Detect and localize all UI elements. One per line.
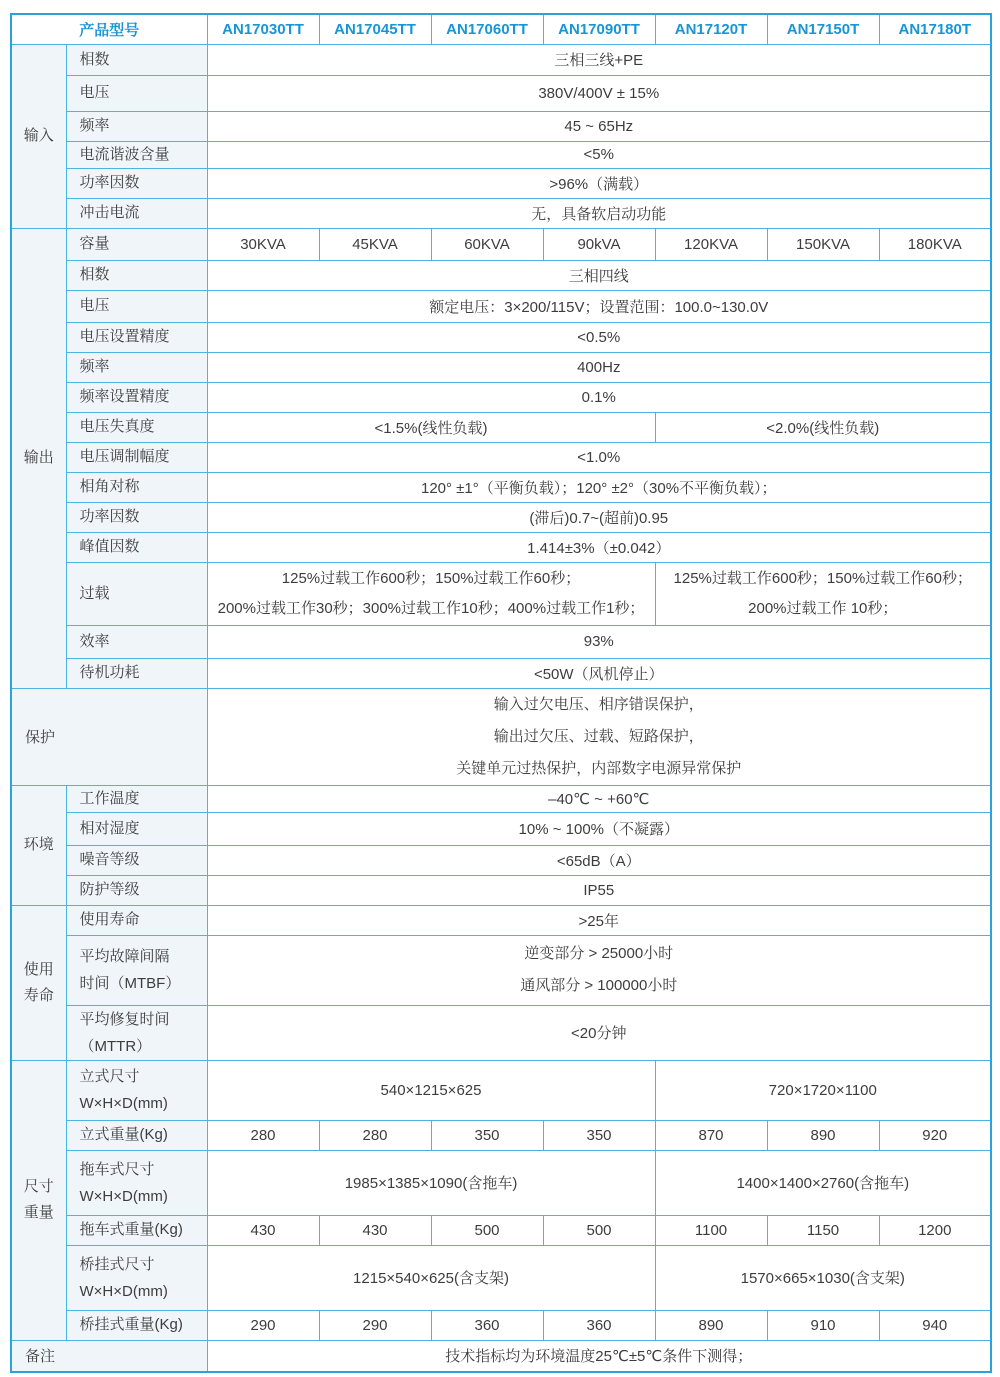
table-row	[11, 1245, 991, 1310]
table-row	[11, 1060, 991, 1120]
table-row	[11, 1340, 991, 1372]
weight-value: 360	[431, 1310, 543, 1340]
overload-left-group	[207, 562, 655, 625]
spec-value: >25年	[207, 905, 991, 935]
capacity-value: 45KVA	[319, 228, 431, 260]
param-label-ip-rating: 防护等级	[66, 875, 207, 905]
param-label-efficiency: 效率	[66, 625, 207, 658]
weight-value: 350	[431, 1120, 543, 1150]
table-row	[11, 1005, 991, 1060]
vertical-dim-right-group: 720×1720×1100	[655, 1060, 991, 1120]
spec-value: 93%	[207, 625, 991, 658]
table-row	[11, 1215, 991, 1245]
param-label-phase: 相数	[66, 44, 207, 75]
table-row	[11, 812, 991, 845]
weight-value: 870	[655, 1120, 767, 1150]
param-label-inrush-current: 冲击电流	[66, 198, 207, 228]
weight-value: 1150	[767, 1215, 879, 1245]
vertical-dim-left-group: 540×1215×625	[207, 1060, 655, 1120]
bridge-dim-left-group: 1215×540×625(含支架)	[207, 1245, 655, 1310]
model-header-an17180t: AN17180T	[879, 14, 991, 44]
table-row	[11, 44, 991, 75]
spec-value: IP55	[207, 875, 991, 905]
table-row	[11, 322, 991, 352]
trailer-dim-param-line1: 拖车式尺寸	[79, 1160, 155, 1178]
overload-right-group	[655, 562, 991, 625]
spec-value: 45 ~ 65Hz	[207, 111, 991, 141]
trailer-dim-right-group: 1400×1400×2760(含拖车)	[655, 1150, 991, 1215]
spec-value: 三相四线	[207, 260, 991, 290]
protection-line3: 关键单元过热保护，内部数字电源异常保护	[456, 759, 742, 777]
mttr-param-line2: （MTTR）	[79, 1037, 152, 1055]
overload-left-line1: 125%过载工作600秒；150%过载工作60秒；	[281, 569, 581, 587]
spec-value-left-group: <1.5%(线性负载)	[207, 412, 655, 442]
mtbf-param-line2: 时间（MTBF）	[79, 975, 181, 992]
spec-value: >96%（满载）	[207, 168, 991, 198]
param-label-frequency-set-accuracy: 频率设置精度	[66, 382, 207, 412]
param-label-voltage-distortion: 电压失真度	[66, 412, 207, 442]
bridge-dim-right-group: 1570×665×1030(含支架)	[655, 1245, 991, 1310]
table-row	[11, 532, 991, 562]
dimensions-label-line2: 重量	[23, 1204, 54, 1221]
weight-value: 940	[879, 1310, 991, 1340]
weight-value: 290	[319, 1310, 431, 1340]
table-row	[11, 785, 991, 812]
trailer-dim-param-line2: W×H×D(mm)	[79, 1187, 168, 1205]
param-label-voltage: 电压	[66, 75, 207, 111]
weight-value: 280	[319, 1120, 431, 1150]
section-label-remarks: 备注	[11, 1340, 207, 1372]
table-row	[11, 1310, 991, 1340]
table-row	[11, 1120, 991, 1150]
dimensions-label-line1: 尺寸	[23, 1178, 54, 1195]
section-label-lifetime	[11, 905, 66, 1060]
spec-value: 1.414±3%（±0.042）	[207, 532, 991, 562]
spec-value: 120° ±1°（平衡负载）；120° ±2°（30%不平衡负载）；	[207, 472, 991, 502]
spec-value: 额定电压：3×200/115V；设置范围：100.0~130.0V	[207, 290, 991, 322]
capacity-value: 90kVA	[543, 228, 655, 260]
spec-value: <20分钟	[207, 1005, 991, 1060]
weight-value: 1200	[879, 1215, 991, 1245]
protection-line1: 输入过欠电压、相序错误保护，	[493, 695, 704, 713]
capacity-value: 120KVA	[655, 228, 767, 260]
spec-value: 0.1%	[207, 382, 991, 412]
table-row	[11, 228, 991, 260]
section-label-output: 输出	[11, 228, 66, 688]
section-label-environment: 环境	[11, 785, 66, 905]
weight-value: 430	[319, 1215, 431, 1245]
table-row	[11, 290, 991, 322]
model-header-an17120t: AN17120T	[655, 14, 767, 44]
mtbf-value	[207, 935, 991, 1005]
spec-value: <0.5%	[207, 322, 991, 352]
weight-value: 890	[767, 1120, 879, 1150]
weight-value: 290	[207, 1310, 319, 1340]
table-row	[11, 625, 991, 658]
header-row	[11, 14, 991, 44]
capacity-value: 30KVA	[207, 228, 319, 260]
table-row	[11, 75, 991, 111]
table-row	[11, 442, 991, 472]
overload-left-line2: 200%过载工作30秒；300%过载工作10秒；400%过载工作1秒；	[217, 599, 645, 617]
section-label-input: 输入	[11, 44, 66, 228]
spec-value: –40℃ ~ +60℃	[207, 785, 991, 812]
table-row	[11, 845, 991, 875]
param-label-overload: 过载	[66, 562, 207, 625]
param-label-operating-temp: 工作温度	[66, 785, 207, 812]
weight-value: 500	[431, 1215, 543, 1245]
table-row	[11, 260, 991, 290]
vertical-dim-param-line2: W×H×D(mm)	[79, 1095, 168, 1112]
param-label-noise-level: 噪音等级	[66, 845, 207, 875]
param-label-vertical-dim	[66, 1060, 207, 1120]
spec-value: 400Hz	[207, 352, 991, 382]
weight-value: 350	[543, 1120, 655, 1150]
param-label-bridge-dim	[66, 1245, 207, 1310]
remarks-value: 技术指标均为环境温度25℃±5℃条件下测得；	[207, 1340, 991, 1372]
param-label-phase-symmetry: 相角对称	[66, 472, 207, 502]
weight-value: 500	[543, 1215, 655, 1245]
param-label-relative-humidity: 相对湿度	[66, 812, 207, 845]
param-label-power-factor: 功率因数	[66, 168, 207, 198]
model-header-an17090tt: AN17090TT	[543, 14, 655, 44]
param-label-mtbf	[66, 935, 207, 1005]
table-row	[11, 198, 991, 228]
weight-value: 430	[207, 1215, 319, 1245]
product-spec-table	[10, 13, 992, 1373]
capacity-value: 150KVA	[767, 228, 879, 260]
overload-right-line1: 125%过载工作600秒；150%过载工作60秒；	[673, 569, 972, 587]
capacity-value: 60KVA	[431, 228, 543, 260]
param-label-vertical-weight: 立式重量(Kg)	[66, 1120, 207, 1150]
mttr-param-line1: 平均修复时间	[79, 1010, 170, 1028]
protection-value	[207, 688, 991, 785]
table-row	[11, 658, 991, 688]
protection-line2: 输出过欠压、过载、短路保护，	[493, 727, 704, 745]
bridge-dim-param-line2: W×H×D(mm)	[79, 1282, 168, 1300]
product-model-header: 产品型号	[11, 14, 207, 44]
mtbf-param-line1: 平均故障间隔	[79, 948, 170, 965]
table-row	[11, 382, 991, 412]
table-row	[11, 875, 991, 905]
table-row	[11, 168, 991, 198]
param-label-standby-power: 待机功耗	[66, 658, 207, 688]
param-label-crest-factor: 峰值因数	[66, 532, 207, 562]
model-header-an17045tt: AN17045TT	[319, 14, 431, 44]
lifetime-label-line2: 寿命	[23, 986, 54, 1004]
table-row	[11, 935, 991, 1005]
weight-value: 280	[207, 1120, 319, 1150]
spec-value: <65dB（A）	[207, 845, 991, 875]
vertical-dim-param-line1: 立式尺寸	[79, 1068, 140, 1085]
table-row	[11, 111, 991, 141]
table-row	[11, 352, 991, 382]
mtbf-value-line2: 通风部分 > 100000小时	[520, 977, 678, 994]
section-label-dimensions	[11, 1060, 66, 1340]
table-row	[11, 1150, 991, 1215]
spec-value: 10% ~ 100%（不凝露）	[207, 812, 991, 845]
param-label-trailer-weight: 拖车式重量(Kg)	[66, 1215, 207, 1245]
overload-right-line2: 200%过载工作 10秒；	[748, 599, 898, 617]
table-row	[11, 141, 991, 168]
param-label-frequency: 频率	[66, 111, 207, 141]
weight-value: 920	[879, 1120, 991, 1150]
spec-value: 无，具备软启动功能	[207, 198, 991, 228]
capacity-value: 180KVA	[879, 228, 991, 260]
table-row	[11, 472, 991, 502]
spec-value-right-group: <2.0%(线性负载)	[655, 412, 991, 442]
weight-value: 890	[655, 1310, 767, 1340]
model-header-an17060tt: AN17060TT	[431, 14, 543, 44]
table-row	[11, 905, 991, 935]
param-label-mttr	[66, 1005, 207, 1060]
table-row	[11, 688, 991, 785]
spec-value: <1.0%	[207, 442, 991, 472]
table-row	[11, 412, 991, 442]
weight-value: 1100	[655, 1215, 767, 1245]
bridge-dim-param-line1: 桥挂式尺寸	[79, 1255, 155, 1273]
table-row	[11, 562, 991, 625]
param-label-service-life: 使用寿命	[66, 905, 207, 935]
model-header-an17150t: AN17150T	[767, 14, 879, 44]
param-label-power-factor: 功率因数	[66, 502, 207, 532]
spec-value: <5%	[207, 141, 991, 168]
spec-value: <50W（风机停止）	[207, 658, 991, 688]
spec-value: 380V/400V ± 15%	[207, 75, 991, 111]
weight-value: 360	[543, 1310, 655, 1340]
param-label-voltage-modulation: 电压调制幅度	[66, 442, 207, 472]
lifetime-label-line1: 使用	[23, 960, 54, 978]
mtbf-value-line1: 逆变部分 > 25000小时	[524, 945, 674, 962]
section-label-protection: 保护	[11, 688, 207, 785]
param-label-frequency: 频率	[66, 352, 207, 382]
param-label-phase: 相数	[66, 260, 207, 290]
spec-value: 三相三线+PE	[207, 44, 991, 75]
trailer-dim-left-group: 1985×1385×1090(含拖车)	[207, 1150, 655, 1215]
param-label-current-harmonics: 电流谐波含量	[66, 141, 207, 168]
param-label-bridge-weight: 桥挂式重量(Kg)	[66, 1310, 207, 1340]
table-row	[11, 502, 991, 532]
param-label-voltage-set-accuracy: 电压设置精度	[66, 322, 207, 352]
param-label-voltage: 电压	[66, 290, 207, 322]
param-label-trailer-dim	[66, 1150, 207, 1215]
weight-value: 910	[767, 1310, 879, 1340]
param-label-capacity: 容量	[66, 228, 207, 260]
model-header-an17030tt: AN17030TT	[207, 14, 319, 44]
spec-value: (滞后)0.7~(超前)0.95	[207, 502, 991, 532]
